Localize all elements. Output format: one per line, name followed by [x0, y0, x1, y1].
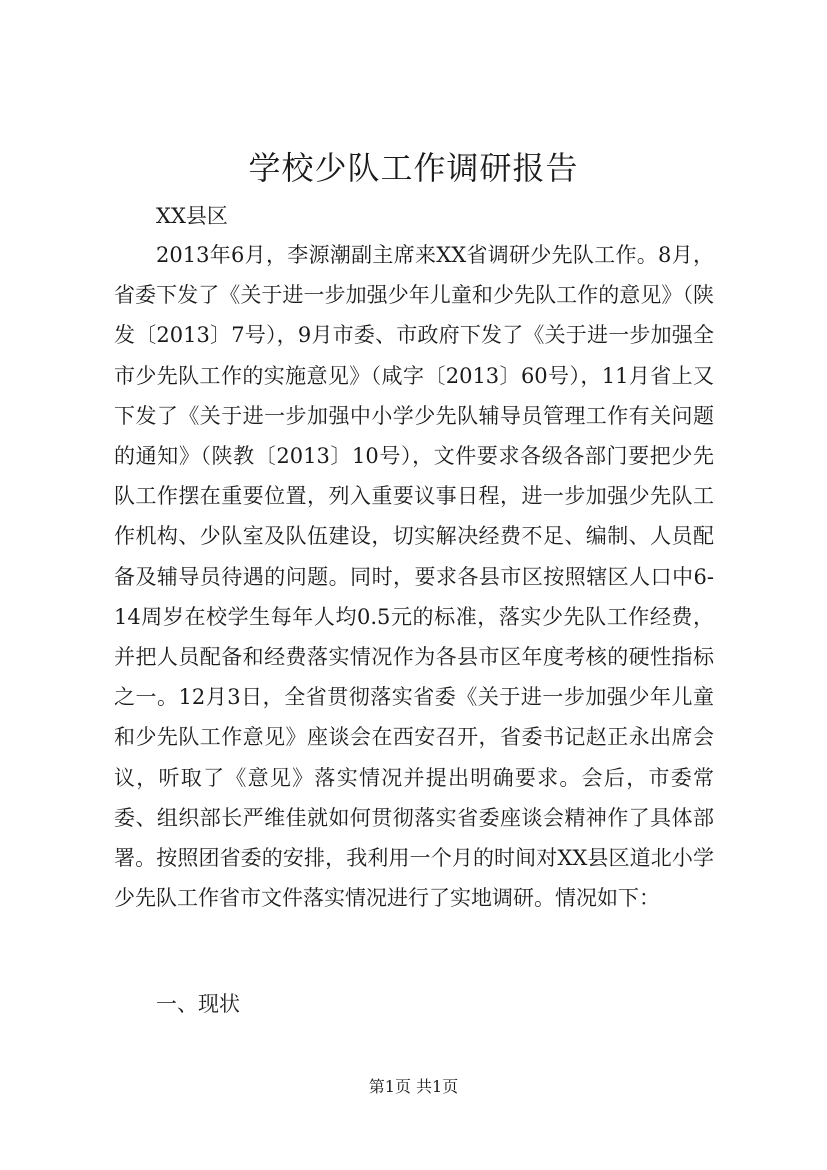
body-paragraph: 2013年6月，李源潮副主席来XX省调研少先队工作。8月，省委下发了《关于进一步加强少年儿童和少先队工作的意见》（陕发〔2013〕7号），9月市委、市政府下发了《关于进一步加强全市少先队工作的实施意见》（咸字〔2013〕60号），11月省上又下发了《关于进一步加强中小学少先队辅导员管理工作有关问题的通知》（陕教〔2013〕10号），文件要求各级各部门要把少先队工作摆在重要位置，列入重要议事日程，进一步加强少先队工作机构、少队室及队伍建设，切实解决经费不足、编制、人员配备及辅导员待遇的问题。同时，要求各县市区按照辖区人口中6-14周岁在校学生每年人均0.5元的标准，落实少先队工作经费，并把人员配备和经费落实情况作为各县市区年度考核的硬性指标之一。12月3日，全省贯彻落实省委《关于进一步加强少年儿童和少先队工作意见》座谈会在西安召开，省委书记赵正永出席会议，听取了《意见》落实情况并提出明确要求。会后，市委常委、组织部长严维佳就如何贯彻落实省委座谈会精神作了具体部署。按照团省委的安排，我利用一个月的时间对XX县区道北小学少先队工作省市文件落实情况进行了实地调研。情况如下： — [114, 243, 714, 911]
location-line: XX县区 — [156, 204, 228, 228]
section-heading: 一、现状 — [156, 992, 240, 1016]
document-title: 学校少队工作调研报告 — [248, 149, 579, 187]
page-footer: 第1页 共1页 — [368, 1077, 459, 1096]
